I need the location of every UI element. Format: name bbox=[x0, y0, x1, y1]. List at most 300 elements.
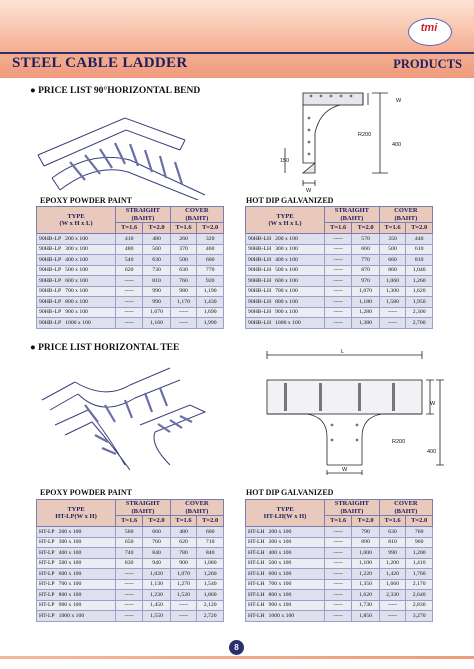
type-size: 400 x 100 bbox=[268, 549, 292, 556]
cover-header bbox=[379, 500, 432, 516]
products-label: PRODUCTS bbox=[393, 57, 462, 71]
price-cell: ----- bbox=[325, 297, 352, 308]
price-cell: ----- bbox=[116, 318, 143, 329]
type-size: 700 x 100 bbox=[65, 288, 88, 295]
type-cell bbox=[37, 558, 116, 569]
price-cell: ----- bbox=[116, 590, 143, 601]
bend-dimension-diagram bbox=[280, 88, 455, 193]
price-cell: 480 bbox=[170, 527, 197, 538]
cover-header-unit: (BAHT) bbox=[394, 214, 418, 222]
type-header bbox=[37, 500, 116, 527]
thickness-header: T=2.0 bbox=[143, 223, 170, 234]
straight-header-unit: (BAHT) bbox=[340, 214, 364, 222]
price-cell: 1,070 bbox=[352, 286, 379, 297]
price-cell: ----- bbox=[170, 318, 197, 329]
tee-epoxy-table bbox=[36, 499, 224, 622]
bullet-icon: ● bbox=[30, 343, 36, 353]
cover-header bbox=[379, 207, 432, 223]
type-cell bbox=[37, 318, 116, 329]
price-cell: 2,720 bbox=[197, 611, 224, 622]
type-size: 1000 x 100 bbox=[65, 319, 91, 326]
table-row bbox=[246, 590, 433, 601]
price-cell: 350 bbox=[379, 234, 406, 245]
price-cell: ----- bbox=[379, 307, 406, 318]
type-cell bbox=[246, 569, 325, 580]
type-code: HT-LP bbox=[39, 612, 55, 619]
bend-dim-w2: W bbox=[306, 188, 312, 193]
type-size: 200 x 100 bbox=[65, 235, 88, 242]
type-code: HT-LH bbox=[248, 602, 265, 609]
price-cell: 1,220 bbox=[352, 569, 379, 580]
type-size: 800 x 100 bbox=[268, 591, 292, 598]
price-cell: ----- bbox=[170, 611, 197, 622]
type-size: 700 x 100 bbox=[268, 581, 292, 588]
thickness-header: T=1.6 bbox=[325, 516, 352, 527]
price-cell: ----- bbox=[116, 276, 143, 287]
type-size: 300 x 100 bbox=[65, 246, 88, 253]
table-row bbox=[246, 548, 433, 559]
type-code: 90HB-LP bbox=[39, 235, 62, 242]
price-cell: 810 bbox=[406, 255, 433, 266]
type-size: 1000 x 100 bbox=[275, 319, 301, 326]
price-cell: 810 bbox=[379, 537, 406, 548]
price-cell: 440 bbox=[406, 234, 433, 245]
thickness-header: T=2.0 bbox=[197, 223, 224, 234]
type-code: HT-LH bbox=[248, 612, 265, 619]
price-cell: ----- bbox=[116, 297, 143, 308]
table-row bbox=[246, 265, 433, 276]
type-cell bbox=[37, 244, 116, 255]
type-cell bbox=[37, 579, 116, 590]
price-cell: 940 bbox=[143, 558, 170, 569]
price-cell: 2,170 bbox=[406, 579, 433, 590]
price-cell: 320 bbox=[197, 234, 224, 245]
type-size: 500 x 100 bbox=[58, 560, 82, 567]
bend-heading bbox=[30, 86, 200, 96]
price-cell: 1,580 bbox=[379, 297, 406, 308]
price-cell: 560 bbox=[116, 527, 143, 538]
price-cell: 770 bbox=[197, 265, 224, 276]
footer-rule bbox=[0, 656, 474, 659]
price-cell: 540 bbox=[116, 255, 143, 266]
type-size: 400 x 100 bbox=[65, 256, 88, 263]
cover-header-label: COVER bbox=[185, 500, 209, 507]
table-row bbox=[37, 265, 224, 276]
price-cell: 1,760 bbox=[406, 569, 433, 580]
page-title: STEEL CABLE LADDER bbox=[12, 55, 188, 71]
type-code: 90HB-LP bbox=[39, 298, 62, 305]
price-cell: 1,060 bbox=[379, 276, 406, 287]
type-cell bbox=[246, 558, 325, 569]
type-code: 90HB-LH bbox=[248, 277, 272, 284]
table-row bbox=[246, 297, 433, 308]
straight-header bbox=[325, 207, 380, 223]
straight-header bbox=[116, 207, 171, 223]
price-cell: 370 bbox=[170, 244, 197, 255]
price-cell: ----- bbox=[116, 286, 143, 297]
price-cell: ----- bbox=[379, 318, 406, 329]
price-cell: 660 bbox=[352, 244, 379, 255]
tee-heading bbox=[30, 343, 179, 353]
price-cell: 620 bbox=[116, 265, 143, 276]
price-cell: 1,130 bbox=[143, 579, 170, 590]
table-row bbox=[37, 590, 224, 601]
price-cell: 1,200 bbox=[406, 548, 433, 559]
type-size: 900 x 100 bbox=[275, 309, 298, 316]
price-cell: ----- bbox=[116, 307, 143, 318]
type-header-label: TYPE bbox=[276, 212, 294, 220]
type-size: 800 x 100 bbox=[58, 591, 82, 598]
type-size: 1000 x 100 bbox=[268, 612, 295, 619]
tee-galv-table bbox=[245, 499, 433, 622]
price-cell: 780 bbox=[170, 548, 197, 559]
table-row bbox=[37, 600, 224, 611]
table-row bbox=[37, 286, 224, 297]
price-cell: 1,160 bbox=[143, 318, 170, 329]
type-code: 90HB-LH bbox=[248, 267, 272, 274]
price-cell: ----- bbox=[170, 307, 197, 318]
type-code: 90HB-LH bbox=[248, 288, 272, 295]
table-row bbox=[246, 276, 433, 287]
type-code: 90HB-LH bbox=[248, 256, 272, 263]
thickness-header: T=1.6 bbox=[116, 223, 143, 234]
table-row bbox=[37, 276, 224, 287]
price-cell: ----- bbox=[325, 537, 352, 548]
type-code: 90HB-LP bbox=[39, 267, 62, 274]
type-size: 300 x 100 bbox=[58, 539, 82, 546]
type-code: 90HB-LH bbox=[248, 298, 272, 305]
price-cell: 1,850 bbox=[352, 611, 379, 622]
bullet-icon: ● bbox=[30, 86, 36, 96]
table-row bbox=[246, 318, 433, 329]
table-row bbox=[37, 537, 224, 548]
tee-dim-w1: W bbox=[430, 401, 436, 407]
company-logo-text: tmi bbox=[420, 22, 438, 34]
tee-dimension-diagram bbox=[262, 345, 452, 475]
type-cell bbox=[37, 234, 116, 245]
type-header bbox=[37, 207, 116, 234]
type-code: HT-LP bbox=[39, 560, 55, 567]
price-cell: 660 bbox=[379, 255, 406, 266]
type-cell bbox=[37, 569, 116, 580]
price-cell: 830 bbox=[116, 558, 143, 569]
cover-header-unit: (BAHT) bbox=[185, 507, 209, 515]
price-cell: ----- bbox=[325, 600, 352, 611]
type-code: HT-LH bbox=[248, 581, 265, 588]
price-cell: ----- bbox=[325, 569, 352, 580]
type-cell bbox=[246, 611, 325, 622]
bend-heading-text: PRICE LIST 90°HORIZONTAL BEND bbox=[38, 86, 201, 96]
price-cell: 1,380 bbox=[352, 318, 379, 329]
type-cell bbox=[246, 234, 325, 245]
price-cell: 2,120 bbox=[197, 600, 224, 611]
type-cell bbox=[246, 590, 325, 601]
bend-isometric-drawing bbox=[30, 100, 230, 200]
price-cell: ----- bbox=[325, 611, 352, 622]
type-header-label: TYPE bbox=[276, 505, 294, 513]
table-row bbox=[37, 558, 224, 569]
price-cell: 870 bbox=[352, 265, 379, 276]
type-header-sub: HT-LP(W x H) bbox=[55, 513, 97, 520]
type-code: 90HB-LH bbox=[248, 309, 272, 316]
price-cell: 760 bbox=[406, 527, 433, 538]
straight-header-unit: (BAHT) bbox=[131, 507, 155, 515]
type-code: HT-LH bbox=[248, 539, 265, 546]
price-cell: 1,620 bbox=[352, 590, 379, 601]
type-code: 90HB-LP bbox=[39, 256, 62, 263]
price-cell: 630 bbox=[143, 255, 170, 266]
price-cell: 1,450 bbox=[143, 600, 170, 611]
type-cell bbox=[37, 286, 116, 297]
type-code: HT-LH bbox=[248, 560, 265, 567]
thickness-header: T=1.6 bbox=[379, 516, 406, 527]
price-cell: 410 bbox=[116, 234, 143, 245]
price-cell: 1,660 bbox=[379, 579, 406, 590]
tee-heading-text: PRICE LIST HORIZONTAL TEE bbox=[38, 343, 180, 353]
type-size: 600 x 100 bbox=[58, 570, 82, 577]
type-code: HT-LP bbox=[39, 549, 55, 556]
table-row bbox=[37, 244, 224, 255]
price-cell: 770 bbox=[352, 255, 379, 266]
table-row bbox=[246, 307, 433, 318]
table-row bbox=[246, 579, 433, 590]
price-cell: ----- bbox=[325, 548, 352, 559]
thickness-header: T=2.0 bbox=[352, 516, 379, 527]
type-cell bbox=[246, 265, 325, 276]
type-cell bbox=[37, 255, 116, 266]
price-cell: 960 bbox=[406, 537, 433, 548]
type-size: 1000 x 100 bbox=[58, 612, 85, 619]
bend-galv-table bbox=[245, 206, 433, 329]
table-row bbox=[37, 527, 224, 538]
table-row bbox=[37, 569, 224, 580]
type-cell bbox=[37, 307, 116, 318]
type-cell bbox=[246, 537, 325, 548]
price-cell: 1,260 bbox=[197, 569, 224, 580]
price-cell: 1,230 bbox=[143, 590, 170, 601]
type-size: 900 x 100 bbox=[65, 309, 88, 316]
type-code: HT-LP bbox=[39, 591, 55, 598]
price-cell: 990 bbox=[143, 297, 170, 308]
price-cell: 2,640 bbox=[406, 590, 433, 601]
bend-dim-150: 150 bbox=[280, 158, 290, 164]
price-cell: 2,700 bbox=[406, 318, 433, 329]
type-cell bbox=[37, 297, 116, 308]
type-header bbox=[246, 500, 325, 527]
price-cell: 650 bbox=[116, 537, 143, 548]
thickness-header: T=2.0 bbox=[406, 223, 433, 234]
price-cell: 990 bbox=[143, 286, 170, 297]
table-row bbox=[246, 244, 433, 255]
type-cell bbox=[246, 318, 325, 329]
type-header-sub: (W x H x L) bbox=[268, 220, 302, 227]
type-code: 90HB-LP bbox=[39, 309, 62, 316]
price-cell: 990 bbox=[379, 548, 406, 559]
price-cell: 790 bbox=[352, 527, 379, 538]
price-cell: ----- bbox=[379, 611, 406, 622]
cover-header-label: COVER bbox=[394, 500, 418, 507]
price-cell: 760 bbox=[170, 276, 197, 287]
table-row bbox=[246, 569, 433, 580]
price-cell: ----- bbox=[325, 318, 352, 329]
type-cell bbox=[246, 286, 325, 297]
straight-header-label: STRAIGHT bbox=[125, 207, 161, 214]
bend-dim-w1: W bbox=[396, 98, 402, 104]
type-header-sub: HT-LH(W x H) bbox=[263, 513, 307, 520]
type-code: 90HB-LH bbox=[248, 235, 272, 242]
price-cell: 600 bbox=[197, 527, 224, 538]
thickness-header: T=1.6 bbox=[170, 516, 197, 527]
price-cell: 980 bbox=[170, 286, 197, 297]
price-cell: 1,270 bbox=[170, 579, 197, 590]
price-cell: ----- bbox=[325, 234, 352, 245]
price-cell: 1,040 bbox=[406, 265, 433, 276]
type-cell bbox=[37, 276, 116, 287]
tee-galv-label: HOT DIP GALVANIZED bbox=[246, 488, 334, 497]
price-cell: 1,070 bbox=[170, 569, 197, 580]
table-row bbox=[37, 234, 224, 245]
straight-header-unit: (BAHT) bbox=[131, 214, 155, 222]
type-cell bbox=[37, 548, 116, 559]
straight-header-unit: (BAHT) bbox=[340, 507, 364, 515]
type-size: 800 x 100 bbox=[65, 298, 88, 305]
table-row bbox=[37, 611, 224, 622]
price-cell: 600 bbox=[197, 255, 224, 266]
table-row bbox=[37, 318, 224, 329]
price-cell: 260 bbox=[170, 234, 197, 245]
price-cell: 840 bbox=[143, 548, 170, 559]
price-cell: 1,420 bbox=[379, 569, 406, 580]
type-cell bbox=[246, 297, 325, 308]
cover-header bbox=[170, 500, 223, 516]
price-cell: 3,270 bbox=[406, 611, 433, 622]
price-cell: 920 bbox=[197, 276, 224, 287]
cover-header-label: COVER bbox=[185, 207, 209, 214]
price-cell: 480 bbox=[116, 244, 143, 255]
type-code: 90HB-LP bbox=[39, 288, 62, 295]
price-cell: ----- bbox=[325, 276, 352, 287]
thickness-header: T=1.6 bbox=[116, 516, 143, 527]
price-cell: ----- bbox=[325, 244, 352, 255]
type-size: 700 x 100 bbox=[58, 581, 82, 588]
type-header-sub: (W x H x L) bbox=[59, 220, 93, 227]
table-row bbox=[246, 234, 433, 245]
type-code: HT-LP bbox=[39, 570, 55, 577]
table-row bbox=[37, 579, 224, 590]
price-cell: 630 bbox=[379, 527, 406, 538]
price-cell: 1,020 bbox=[143, 569, 170, 580]
tee-epoxy-label: EPOXY POWDER PAINT bbox=[40, 488, 132, 497]
price-cell: 2,300 bbox=[406, 307, 433, 318]
type-size: 300 x 100 bbox=[275, 246, 298, 253]
price-cell: 1,260 bbox=[406, 276, 433, 287]
thickness-header: T=2.0 bbox=[406, 516, 433, 527]
type-cell bbox=[37, 611, 116, 622]
type-code: HT-LP bbox=[39, 602, 55, 609]
price-cell: 1,540 bbox=[197, 579, 224, 590]
thickness-header: T=2.0 bbox=[197, 516, 224, 527]
thickness-header: T=1.6 bbox=[170, 223, 197, 234]
type-size: 500 x 100 bbox=[65, 267, 88, 274]
type-code: 90HB-LP bbox=[39, 277, 62, 284]
type-header-label: TYPE bbox=[67, 505, 85, 513]
type-size: 700 x 100 bbox=[275, 288, 298, 295]
price-cell: ----- bbox=[325, 255, 352, 266]
price-cell: 2,830 bbox=[406, 600, 433, 611]
price-cell: 1,080 bbox=[197, 558, 224, 569]
price-cell: 1,990 bbox=[197, 318, 224, 329]
type-cell bbox=[246, 527, 325, 538]
price-cell: 1,170 bbox=[170, 297, 197, 308]
type-code: 90HB-LP bbox=[39, 319, 62, 326]
price-cell: ----- bbox=[325, 286, 352, 297]
bend-epoxy-label: EPOXY POWDER PAINT bbox=[40, 196, 132, 205]
price-cell: ----- bbox=[116, 600, 143, 611]
price-cell: 660 bbox=[143, 527, 170, 538]
table-row bbox=[246, 611, 433, 622]
price-cell: 500 bbox=[379, 244, 406, 255]
price-cell: 1,180 bbox=[352, 297, 379, 308]
straight-header-label: STRAIGHT bbox=[334, 500, 370, 507]
type-size: 400 x 100 bbox=[58, 549, 82, 556]
price-cell: 730 bbox=[143, 265, 170, 276]
price-cell: 560 bbox=[143, 244, 170, 255]
price-cell: 610 bbox=[406, 244, 433, 255]
price-cell: 630 bbox=[170, 265, 197, 276]
tee-dim-w2: W bbox=[342, 467, 348, 473]
price-cell: 1,350 bbox=[352, 579, 379, 590]
price-cell: 1,860 bbox=[197, 590, 224, 601]
price-cell: 1,430 bbox=[197, 297, 224, 308]
price-cell: 900 bbox=[170, 558, 197, 569]
straight-header-label: STRAIGHT bbox=[125, 500, 161, 507]
thickness-header: T=2.0 bbox=[352, 223, 379, 234]
page-number: 8 bbox=[229, 640, 244, 655]
price-cell: 1,550 bbox=[143, 611, 170, 622]
price-cell: 860 bbox=[379, 265, 406, 276]
cover-header-label: COVER bbox=[394, 207, 418, 214]
type-cell bbox=[246, 255, 325, 266]
type-size: 600 x 100 bbox=[268, 570, 292, 577]
type-size: 200 x 100 bbox=[58, 528, 82, 535]
price-cell: 740 bbox=[116, 548, 143, 559]
type-cell bbox=[246, 244, 325, 255]
type-cell bbox=[37, 265, 116, 276]
bend-epoxy-table bbox=[36, 206, 224, 329]
table-row bbox=[246, 255, 433, 266]
table-row bbox=[246, 286, 433, 297]
price-cell: 1,950 bbox=[406, 297, 433, 308]
price-cell: 1,100 bbox=[352, 558, 379, 569]
thickness-header: T=1.6 bbox=[325, 223, 352, 234]
price-cell: ----- bbox=[379, 600, 406, 611]
type-code: 90HB-LP bbox=[39, 246, 62, 253]
thickness-header: T=1.6 bbox=[379, 223, 406, 234]
price-cell: ----- bbox=[116, 579, 143, 590]
price-cell: 1,190 bbox=[197, 286, 224, 297]
type-code: HT-LP bbox=[39, 581, 55, 588]
table-row bbox=[246, 537, 433, 548]
bend-galv-label: HOT DIP GALVANIZED bbox=[246, 196, 334, 205]
type-size: 500 x 100 bbox=[275, 267, 298, 274]
price-cell: ----- bbox=[116, 611, 143, 622]
price-cell: 970 bbox=[352, 276, 379, 287]
cover-header bbox=[170, 207, 223, 223]
bend-dim-h: 400 bbox=[392, 142, 402, 148]
type-code: HT-LP bbox=[39, 528, 55, 535]
price-cell: 1,000 bbox=[352, 548, 379, 559]
table-row bbox=[246, 600, 433, 611]
